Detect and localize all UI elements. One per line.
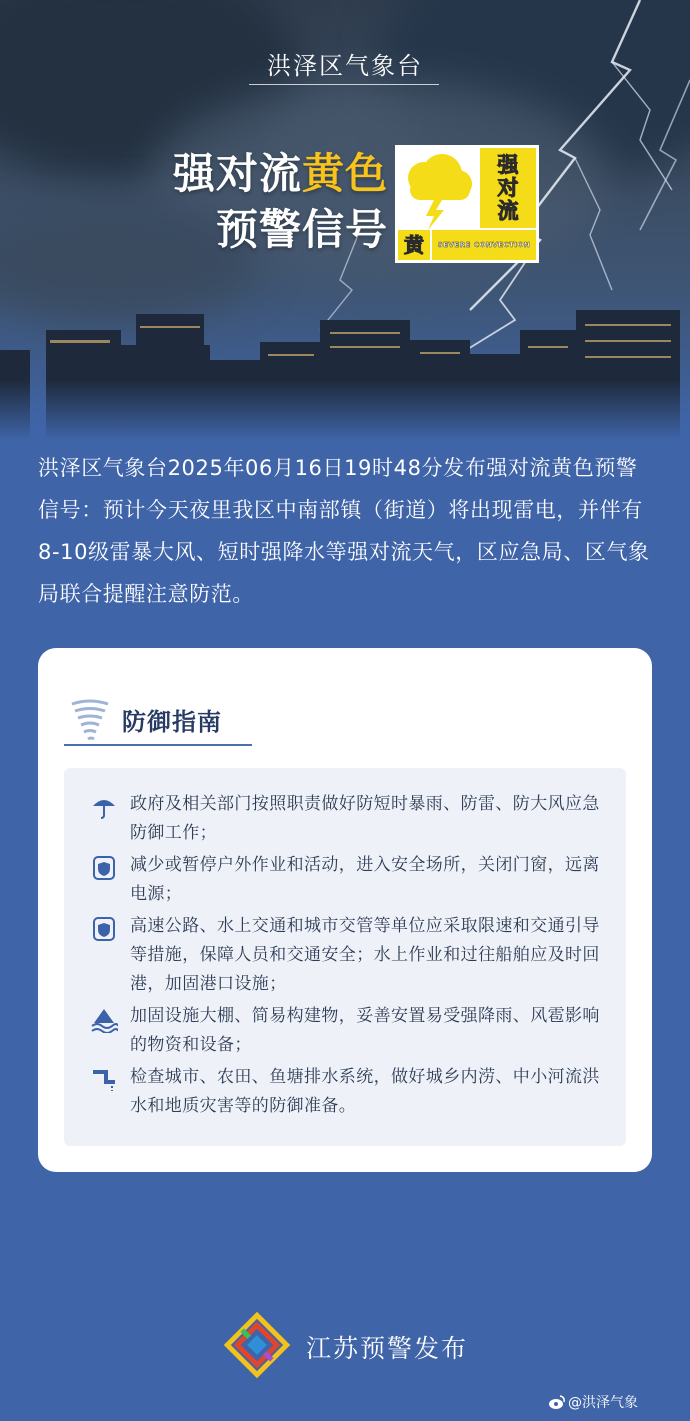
tornado-icon bbox=[70, 698, 110, 744]
weibo-watermark: @洪泽气象 bbox=[568, 1395, 638, 1411]
org-title: 洪泽区气象台 bbox=[267, 52, 423, 80]
convection-label: 强 对 流 bbox=[480, 148, 536, 228]
english-label: SEVERE CONVECTION bbox=[432, 230, 536, 260]
defense-guide-card bbox=[38, 648, 652, 1172]
divider bbox=[249, 84, 439, 85]
wave-icon bbox=[90, 1005, 118, 1033]
headline-level: 黄色 bbox=[301, 149, 388, 198]
headline-signal: 预警信号 bbox=[215, 205, 388, 254]
yellow-warning-signal-icon bbox=[395, 145, 539, 263]
umbrella-icon bbox=[90, 793, 118, 821]
pipe-icon bbox=[90, 1066, 118, 1094]
weibo-icon bbox=[548, 1394, 566, 1410]
footer-brand: 江苏预警发布 bbox=[306, 1334, 469, 1363]
shield-icon bbox=[90, 854, 118, 882]
guide-header bbox=[64, 698, 252, 746]
guide-title: 防御指南 bbox=[122, 708, 222, 736]
warning-headline bbox=[148, 146, 388, 258]
guide-list: 政府及相关部门按照职责做好防短时暴雨、防雷、防大风应急防御工作； 减少或暂停户外作业和活动，进入安全场所，关闭门窗，远离电源； 高速公路、水上交通和城市交管等单位应采取限速和交通引导等措施，保障人员和交通安全；水上作业和过往船舶应及时回港，加固港口设施； 加固设施大棚、简易构建物，妥善安置易受强降雨、风雹影响的物资和设备； 检查城市、农田、鱼塘排水系统，做好城乡内涝、中小河流洪水和地质灾害等的防御准备。 bbox=[64, 768, 626, 1146]
headline-type: 强对流 bbox=[172, 149, 302, 198]
shield-icon bbox=[90, 915, 118, 943]
jiangsu-warning-logo bbox=[222, 1310, 292, 1380]
warning-bulletin-text: 洪泽区气象台2025年06月16日19时48分发布强对流黄色预警信号：预计今天夜里我区中南部镇（街道）将出现雷电，并伴有8-10级雷暴大风、短时强降水等强对流天气，区应急局、区气象局联合提醒注意防范。 bbox=[38, 456, 650, 606]
level-label: 黄 bbox=[398, 230, 430, 260]
